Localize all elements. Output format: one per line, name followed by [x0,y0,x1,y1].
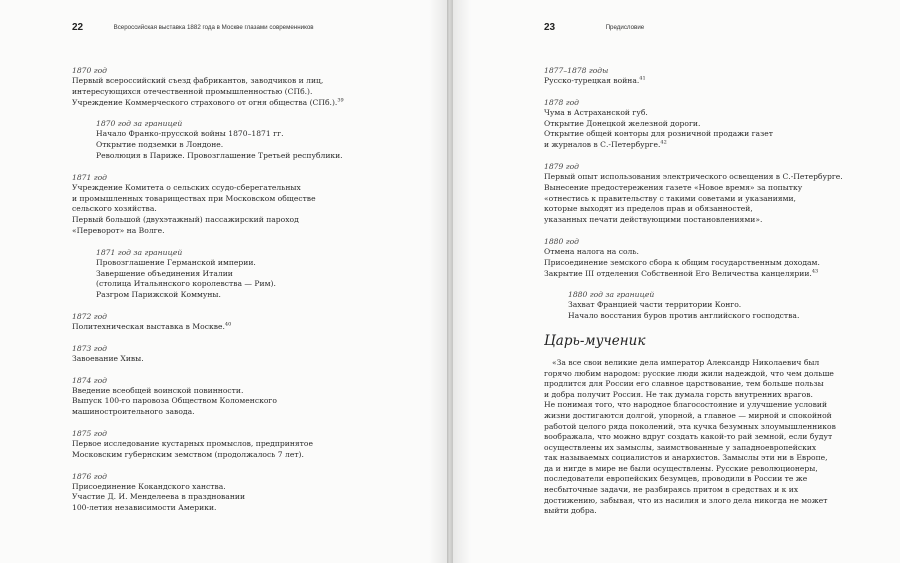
left-running-head [72,17,314,31]
right-page [453,0,900,563]
chronology-entry [72,173,402,237]
entry-line: Учреждение Комитета о сельских ссудо-сберегательных [72,182,301,192]
entry-line: Вынесение предостережения газете «Новое время» за попытку [544,182,803,192]
entry-year: 1870 год [72,66,107,75]
entry-line: которые выходят из пределов прав и обязанностей, [544,204,753,214]
chronology-entry [72,376,402,418]
paragraph-line: Не понимая того, что народное благосостояние и улучшение условий [544,400,828,410]
entry-line: Разгром Парижской Коммуны. [96,290,221,300]
entry-year: 1870 год за границей [96,119,183,129]
chronology-entry [544,237,864,279]
paragraph-line: продлится для России его славное царствование, тем больше пользы [544,379,824,389]
entry-line: Выпуск 100-го паровоза Обществом Коломенского [72,396,277,406]
entry-year: 1872 год [72,311,107,321]
entry-line: Провозглашение Германской империи. [96,257,256,267]
chronology-entry [544,66,864,87]
page-number: 23 [544,22,556,33]
entry-line: Политехническая выставка в Москве.$^{40}$ [72,321,232,331]
entry-line: Московским губернским земством (продолжалось 7 лет). [72,449,304,459]
chronology-entry [544,98,864,151]
section-title: Царь-мученик [544,332,646,349]
paragraph-line: последователи европейских безумцев, проводили в России те же [544,474,808,484]
entry-line: машиностроительного завода. [72,407,195,417]
left-page-body [72,66,402,525]
entry-line: Русско-турецкая война.$^{41}$ [544,75,646,85]
entry-year: 1873 год [72,343,107,353]
chronology-entry [72,429,402,461]
entry-line: Введение всеобщей воинской повинности. [72,385,244,395]
entry-line: Завершение объединения Италии [96,268,233,278]
footnote-ref: 40 [224,321,232,328]
entry-line: Чума в Астраханской губ. [544,107,648,117]
entry-line: Захват Францией части территории Конго. [568,300,742,310]
entry-line: (столица Итальянского королевства — Рим). [96,279,276,289]
chronology-entry [72,472,402,514]
entry-line: Отмена налога на соль. [544,246,639,256]
running-title: Предисловие [605,24,645,31]
entry-year: 1879 год [544,161,579,171]
entry-line: «отнестись к правительству с такими советами и указаниями, [544,193,796,203]
chronology-entry [72,66,402,108]
entry-year: 1880 год за границей [568,290,655,300]
entry-line: Революция в Париже. Провозглашение Третьей республики. [96,150,343,160]
paragraph-line: достижению, забывая, что из насилия и злого дела никогда не может [544,495,828,505]
entry-line: Учреждение Коммерческого страхового от огня общества (СПб.).$^{39}$ [72,97,344,107]
entry-year: 1874 год [72,375,107,385]
entry-year: 1871 год за границей [96,247,183,257]
chronology [544,66,864,322]
paragraph-line: несбыточные задачи, не разбираясь притом в средствах и к их [544,485,799,495]
paragraph-line: «За все свои великие дела император Александр Николаевич был [552,357,820,367]
paragraph-line: воображала, что можно вдруг создать какой-то рай земной, если будут [544,432,833,442]
entry-year: 1880 год [544,236,579,246]
entry-line: Первый опыт использования электрического освещения в С.-Петербурге. [544,171,843,181]
paragraph-line: работой целого ряда поколений, эта кучка безумных злоумышленников [544,421,836,431]
paragraph-line: осуществлены их замыслы, заимствованные у западноевропейских [544,442,817,452]
right-page-body [544,66,864,517]
entry-line: и промышленных товариществах при Московском обществе [72,193,316,203]
entry-line: Закрытие III отделения Собственной Его Величества канцелярии.$^{43}$ [544,268,819,278]
entry-line: Первый всероссийский съезд фабрикантов, заводчиков и лиц, [72,76,324,85]
entry-line: 100-летия независимости Америки. [72,503,217,513]
entry-line: Первый большой (двухэтажный) пассажирский пароход [72,215,299,225]
chronology-entry [72,344,402,365]
paragraph-line: выйти добра. [544,506,597,516]
entry-year: 1871 год [72,172,107,182]
entry-line: сельского хозяйства. [72,204,157,214]
footnote-ref: 39 [337,97,344,104]
paragraph-line: горячо любим народом: русские люди жили надеждой, что чем дольше [544,368,834,378]
footnote-ref: 41 [639,75,646,82]
entry-line: указанных печати действующими постановлениями». [544,215,763,225]
paragraph-line: и добра получит Россия. Не так думала горсть внутренних врагов. [544,389,813,399]
entry-year: 1878 год [544,97,579,107]
running-title: Всероссийская выставка 1882 года в Москве глазами современников [113,24,314,31]
entry-line: Первое исследование кустарных промыслов, предпринятое [72,438,313,448]
left-page [0,0,447,563]
chronology-entry [568,290,864,322]
entry-line: Открытие общей конторы для розничной продажи газет [544,129,773,139]
entry-line: Присоединение земского сбора к общим государственным доходам. [544,257,820,267]
entry-line: Открытие подземки в Лондоне. [96,140,224,150]
quote-paragraph [544,358,864,517]
chronology-entry [96,119,402,161]
entry-year: 1875 год [72,428,107,438]
entry-line: Участие Д. И. Менделеева в праздновании [72,492,246,502]
entry-line: Открытие Донецкой железной дороги. [544,118,701,128]
entry-line: Присоединение Кокандского ханства. [72,481,226,491]
right-running-head [544,17,644,31]
entry-line: интересующихся отечественной промышленностью (СПб.). [72,86,313,96]
page-number: 22 [72,22,84,33]
paragraph-line: да и нигде в мире не были осуществлены. Русские революционеры, [544,463,818,473]
chronology-entry [544,162,864,226]
chronology-entry [72,312,402,333]
entry-line: Завоевание Хивы. [72,353,144,363]
entry-line: Начало Франко-прусской войны 1870–1871 гг. [96,129,284,139]
footnote-ref: 42 [660,139,667,146]
entry-line: Начало восстания буров против английского господства. [568,311,800,321]
paragraph-line: так называемых социалистов и анархистов. Замыслы эти ни в Европе, [544,453,828,463]
footnote-ref: 43 [811,268,819,275]
entry-year: 1877–1878 годы [544,66,609,75]
entry-line: «Переворот» на Волге. [72,225,165,235]
paragraph-line: жизни достигаются долгой, упорной, а главное — мирной и спокойной [544,410,832,420]
entry-line: и журналов в С.-Петербурге.$^{42}$ [544,139,667,150]
entry-year: 1876 год [72,471,107,481]
chronology-entry [96,248,402,301]
